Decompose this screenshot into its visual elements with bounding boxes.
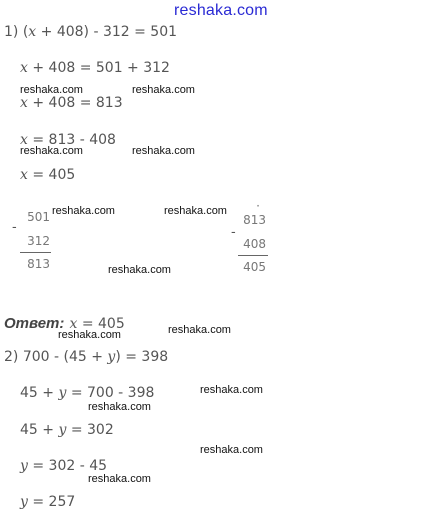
answer-var: x (69, 316, 78, 332)
task1-step-1 (20, 60, 170, 76)
step-rest: = 405 (27, 167, 76, 183)
task1-step-2 (20, 95, 123, 111)
column-minus-sign: - (12, 220, 17, 235)
step-var: x (20, 132, 28, 148)
step-var: x (20, 95, 28, 111)
watermark: reshaka.com (200, 384, 263, 396)
task1-step-4 (20, 167, 75, 183)
column-subtrahend: 312 (27, 234, 50, 248)
step-var: y (58, 422, 67, 438)
column-rule (238, 255, 268, 256)
column-result: 405 (243, 260, 266, 274)
watermark: reshaka.com (164, 205, 227, 217)
watermark: reshaka.com (132, 84, 195, 96)
watermark: reshaka.com (58, 329, 121, 341)
task1-eq-var: x (28, 24, 37, 40)
task2-step-2 (20, 422, 114, 438)
answer-label: Ответ: (4, 315, 65, 332)
watermark: reshaka.com (132, 145, 195, 157)
column-rule (20, 252, 51, 253)
step-var: x (20, 60, 28, 76)
step-rest: = 813 - 408 (27, 132, 116, 148)
task2-equation (4, 349, 168, 365)
task1-eq-rest: + 408) - 312 = 501 (36, 24, 178, 40)
step-var: y (58, 385, 67, 401)
watermark: reshaka.com (88, 401, 151, 413)
watermark: reshaka.com (168, 324, 231, 336)
step-rest: = 257 (27, 494, 76, 510)
step-var: y (20, 458, 28, 474)
watermark: reshaka.com (200, 444, 263, 456)
step-rest: = 700 - 398 (66, 385, 155, 401)
column-minuend: 813 (243, 213, 266, 227)
watermark: reshaka.com (20, 145, 83, 157)
column-minuend: 501 (27, 210, 50, 224)
watermark: reshaka.com (20, 84, 83, 96)
step-var: x (20, 167, 28, 183)
step-prefix: 45 + (20, 422, 59, 438)
step-rest: + 408 = 813 (27, 95, 123, 111)
task2-eq-rest: ) = 398 (115, 349, 169, 365)
step-prefix: 45 + (20, 385, 59, 401)
watermark: reshaka.com (52, 205, 115, 217)
step-rest: = 302 (66, 422, 114, 438)
task2-eq-prefix: 2) 700 - (45 + (4, 349, 108, 365)
task2-eq-var: y (107, 349, 116, 365)
carry-dot: · (256, 199, 260, 213)
task1-equation (4, 24, 177, 40)
step-var: y (20, 494, 28, 510)
task2-step-4 (20, 494, 75, 510)
watermark: reshaka.com (108, 264, 171, 276)
site-header: reshaka.com (174, 2, 268, 19)
task2-step-3 (20, 458, 107, 474)
column-minus-sign: - (231, 225, 236, 240)
step-rest: + 408 = 501 + 312 (27, 60, 170, 76)
task2-step-1 (20, 385, 154, 401)
step-rest: = 302 - 45 (27, 458, 108, 474)
answer-value: = 405 (77, 316, 125, 332)
watermark: reshaka.com (88, 473, 151, 485)
task1-eq-prefix: 1) ( (4, 24, 29, 40)
column-subtrahend: 408 (243, 237, 266, 251)
column-result: 813 (27, 257, 50, 271)
